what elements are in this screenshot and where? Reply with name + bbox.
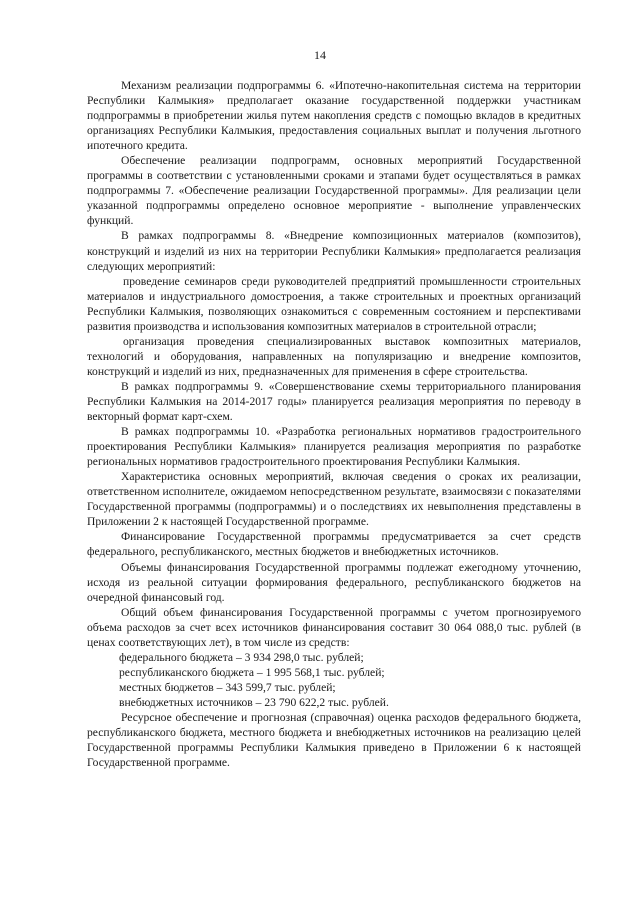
funding-local: местных бюджетов – 343 599,7 тыс. рублей;	[119, 680, 336, 694]
paragraph-total-financing: Общий объем финансирования Государственной программы с учетом прогнозируемого объема расходов за счет всех источников финансирования составит 30 064 088,0 тыс. рублей (в ценах соответствующих лет), в том числе из средств:	[87, 605, 581, 649]
document-body	[87, 78, 581, 770]
page-number: 14	[314, 48, 326, 62]
paragraph-subprogram-6: Механизм реализации подпрограммы 6. «Ипотечно-накопительная система на территории Республики Калмыкия» предполагает оказание государственной поддержки участникам подпрограммы в приобретении жилья путем накопления средств с помощью вкладов в кредитных организациях Республики Калмыкия, предоставления социальных выплат и получения льготного ипотечного кредита.	[87, 79, 581, 153]
paragraph-resource-provision: Ресурсное обеспечение и прогнозная (справочная) оценка расходов федерального бюджета, республиканского бюджета, местного бюджета и внебюджетных источников на реализацию целей Государственной программы Республики Калмыкия приведено в Приложении 6 к настоящей Государственной программе.	[87, 710, 581, 770]
paragraph-subprogram-9: В рамках подпрограммы 9. «Совершенствование схемы территориального планирования Республики Калмыкия на 2014-2017 годы» планируется реализация мероприятия по переводу в векторный формат карт-схем.	[87, 379, 581, 424]
list-item-seminars: проведение семинаров среди руководителей предприятий промышленности строительных материалов и индустриального домостроения, а также строительных и проектных организаций Республики Калмыкия, позволяющих ознакомиться с современным состоянием и перспективами развития производства и использования композитных материалов в строительной отрасли;	[87, 274, 581, 333]
funding-federal: федерального бюджета – 3 934 298,0 тыс. рублей;	[119, 650, 364, 664]
funding-extrabudgetary: внебюджетных источников – 23 790 622,2 тыс. рублей.	[119, 695, 389, 709]
paragraph-financing-volumes: Объемы финансирования Государственной программы подлежат ежегодному уточнению, исходя из реальной ситуации формирования федерального, республиканского бюджетов на очередной финансовый год.	[87, 560, 581, 604]
list-item-exhibitions: организация проведения специализированных выставок композитных материалов, технологий и оборудования, направленных на популяризацию и внедрение композитов, конструкций и изделий из них, предназначенных для применения в сфере строительства.	[87, 334, 581, 378]
paragraph-subprogram-10: В рамках подпрограммы 10. «Разработка региональных нормативов градостроительного проектирования Республики Калмыкия» планируется реализация мероприятия по разработке региональных нормативов градостроительного проектирования Республики Калмыкия.	[87, 425, 581, 469]
paragraph-financing: Финансирование Государственной программы предусматривается за счет средств федерального, республиканского, местных бюджетов и внебюджетных источников.	[87, 530, 581, 559]
paragraph-subprogram-7: Обеспечение реализации подпрограмм, основных мероприятий Государственной программы в соответствии с установленными сроками и этапами будет осуществляться в рамках подпрограммы 7. «Обеспечение реализации Государственной программы». Для реализации цели указанной подпрограммы определено основное мероприятие - выполнение управленческих функций.	[87, 154, 581, 228]
paragraph-subprogram-8: В рамках подпрограммы 8. «Внедрение композиционных материалов (композитов), конструкций и изделий из них на территории Республики Калмыкия» предполагается реализация следующих мероприятий:	[87, 229, 581, 273]
paragraph-activities-characteristics: Характеристика основных мероприятий, включая сведения о сроках их реализации, ответственном исполнителе, ожидаемом непосредственном результате, взаимосвязи с показателями Государственной программы (подпрограммы) и о последствиях их невыполнения представлены в Приложении 2 к настоящей Государственной программе.	[87, 470, 581, 529]
funding-republican: республиканского бюджета – 1 995 568,1 тыс. рублей;	[119, 665, 385, 679]
